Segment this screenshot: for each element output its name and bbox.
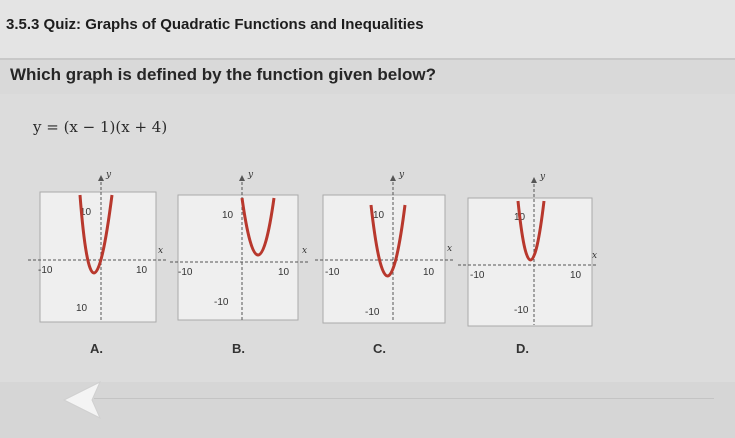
x-tick-pos: 10 <box>423 267 435 278</box>
x-tick-neg: -10 <box>325 267 340 278</box>
y-axis-arrow <box>531 177 537 183</box>
x-axis-label: x <box>447 244 453 254</box>
y-tick-pos: 10 <box>222 210 234 221</box>
choice-letter: B. <box>232 341 245 356</box>
x-tick-neg: -10 <box>38 265 53 276</box>
bottom-panel <box>0 382 735 438</box>
x-tick-pos: 10 <box>570 270 582 281</box>
function-expression: y = (x − 1)(x + 4) <box>33 118 168 136</box>
y-axis-label: y <box>106 170 112 180</box>
y-tick-pos: 10 <box>80 207 92 218</box>
y-tick-pos: 10 <box>514 212 526 223</box>
x-tick-neg: -10 <box>470 270 485 281</box>
x-axis-label: x <box>592 251 598 261</box>
divider <box>94 398 714 399</box>
graph-frame <box>468 198 592 326</box>
choice-d-graph <box>458 165 598 330</box>
y-tick-pos: 10 <box>373 210 385 221</box>
y-axis-arrow <box>390 175 396 181</box>
y-tick-neg: -10 <box>514 305 529 316</box>
choice-b-graph <box>170 165 310 330</box>
y-axis-label: y <box>399 170 405 180</box>
graph-frame <box>40 192 156 322</box>
y-axis-arrow <box>98 175 104 181</box>
back-arrow-icon[interactable] <box>62 378 102 430</box>
x-tick-neg: -10 <box>178 267 193 278</box>
y-axis-label: y <box>540 172 546 182</box>
choice-a-graph <box>28 165 168 330</box>
choice-c-graph <box>315 165 455 330</box>
question-prompt: Which graph is defined by the function given below? <box>10 65 436 84</box>
quiz-title: 3.5.3 Quiz: Graphs of Quadratic Functions and Inequalities <box>6 16 424 33</box>
x-tick-pos: 10 <box>136 265 148 276</box>
choice-a[interactable] <box>28 165 168 365</box>
x-tick-pos: 10 <box>278 267 290 278</box>
x-axis-label: x <box>302 246 308 256</box>
choice-letter: D. <box>516 341 529 356</box>
choice-letter: C. <box>373 341 386 356</box>
y-tick-neg: -10 <box>365 307 380 318</box>
graph-frame <box>178 195 298 320</box>
y-axis-arrow <box>239 175 245 181</box>
y-tick-neg: 10 <box>76 303 88 314</box>
choice-d[interactable] <box>458 165 598 365</box>
y-tick-neg: -10 <box>214 297 229 308</box>
y-axis-label: y <box>248 170 254 180</box>
choice-letter: A. <box>90 341 103 356</box>
quiz-header <box>0 0 735 60</box>
x-axis-label: x <box>158 246 164 256</box>
choice-b[interactable] <box>170 165 310 365</box>
choice-c[interactable] <box>315 165 455 365</box>
